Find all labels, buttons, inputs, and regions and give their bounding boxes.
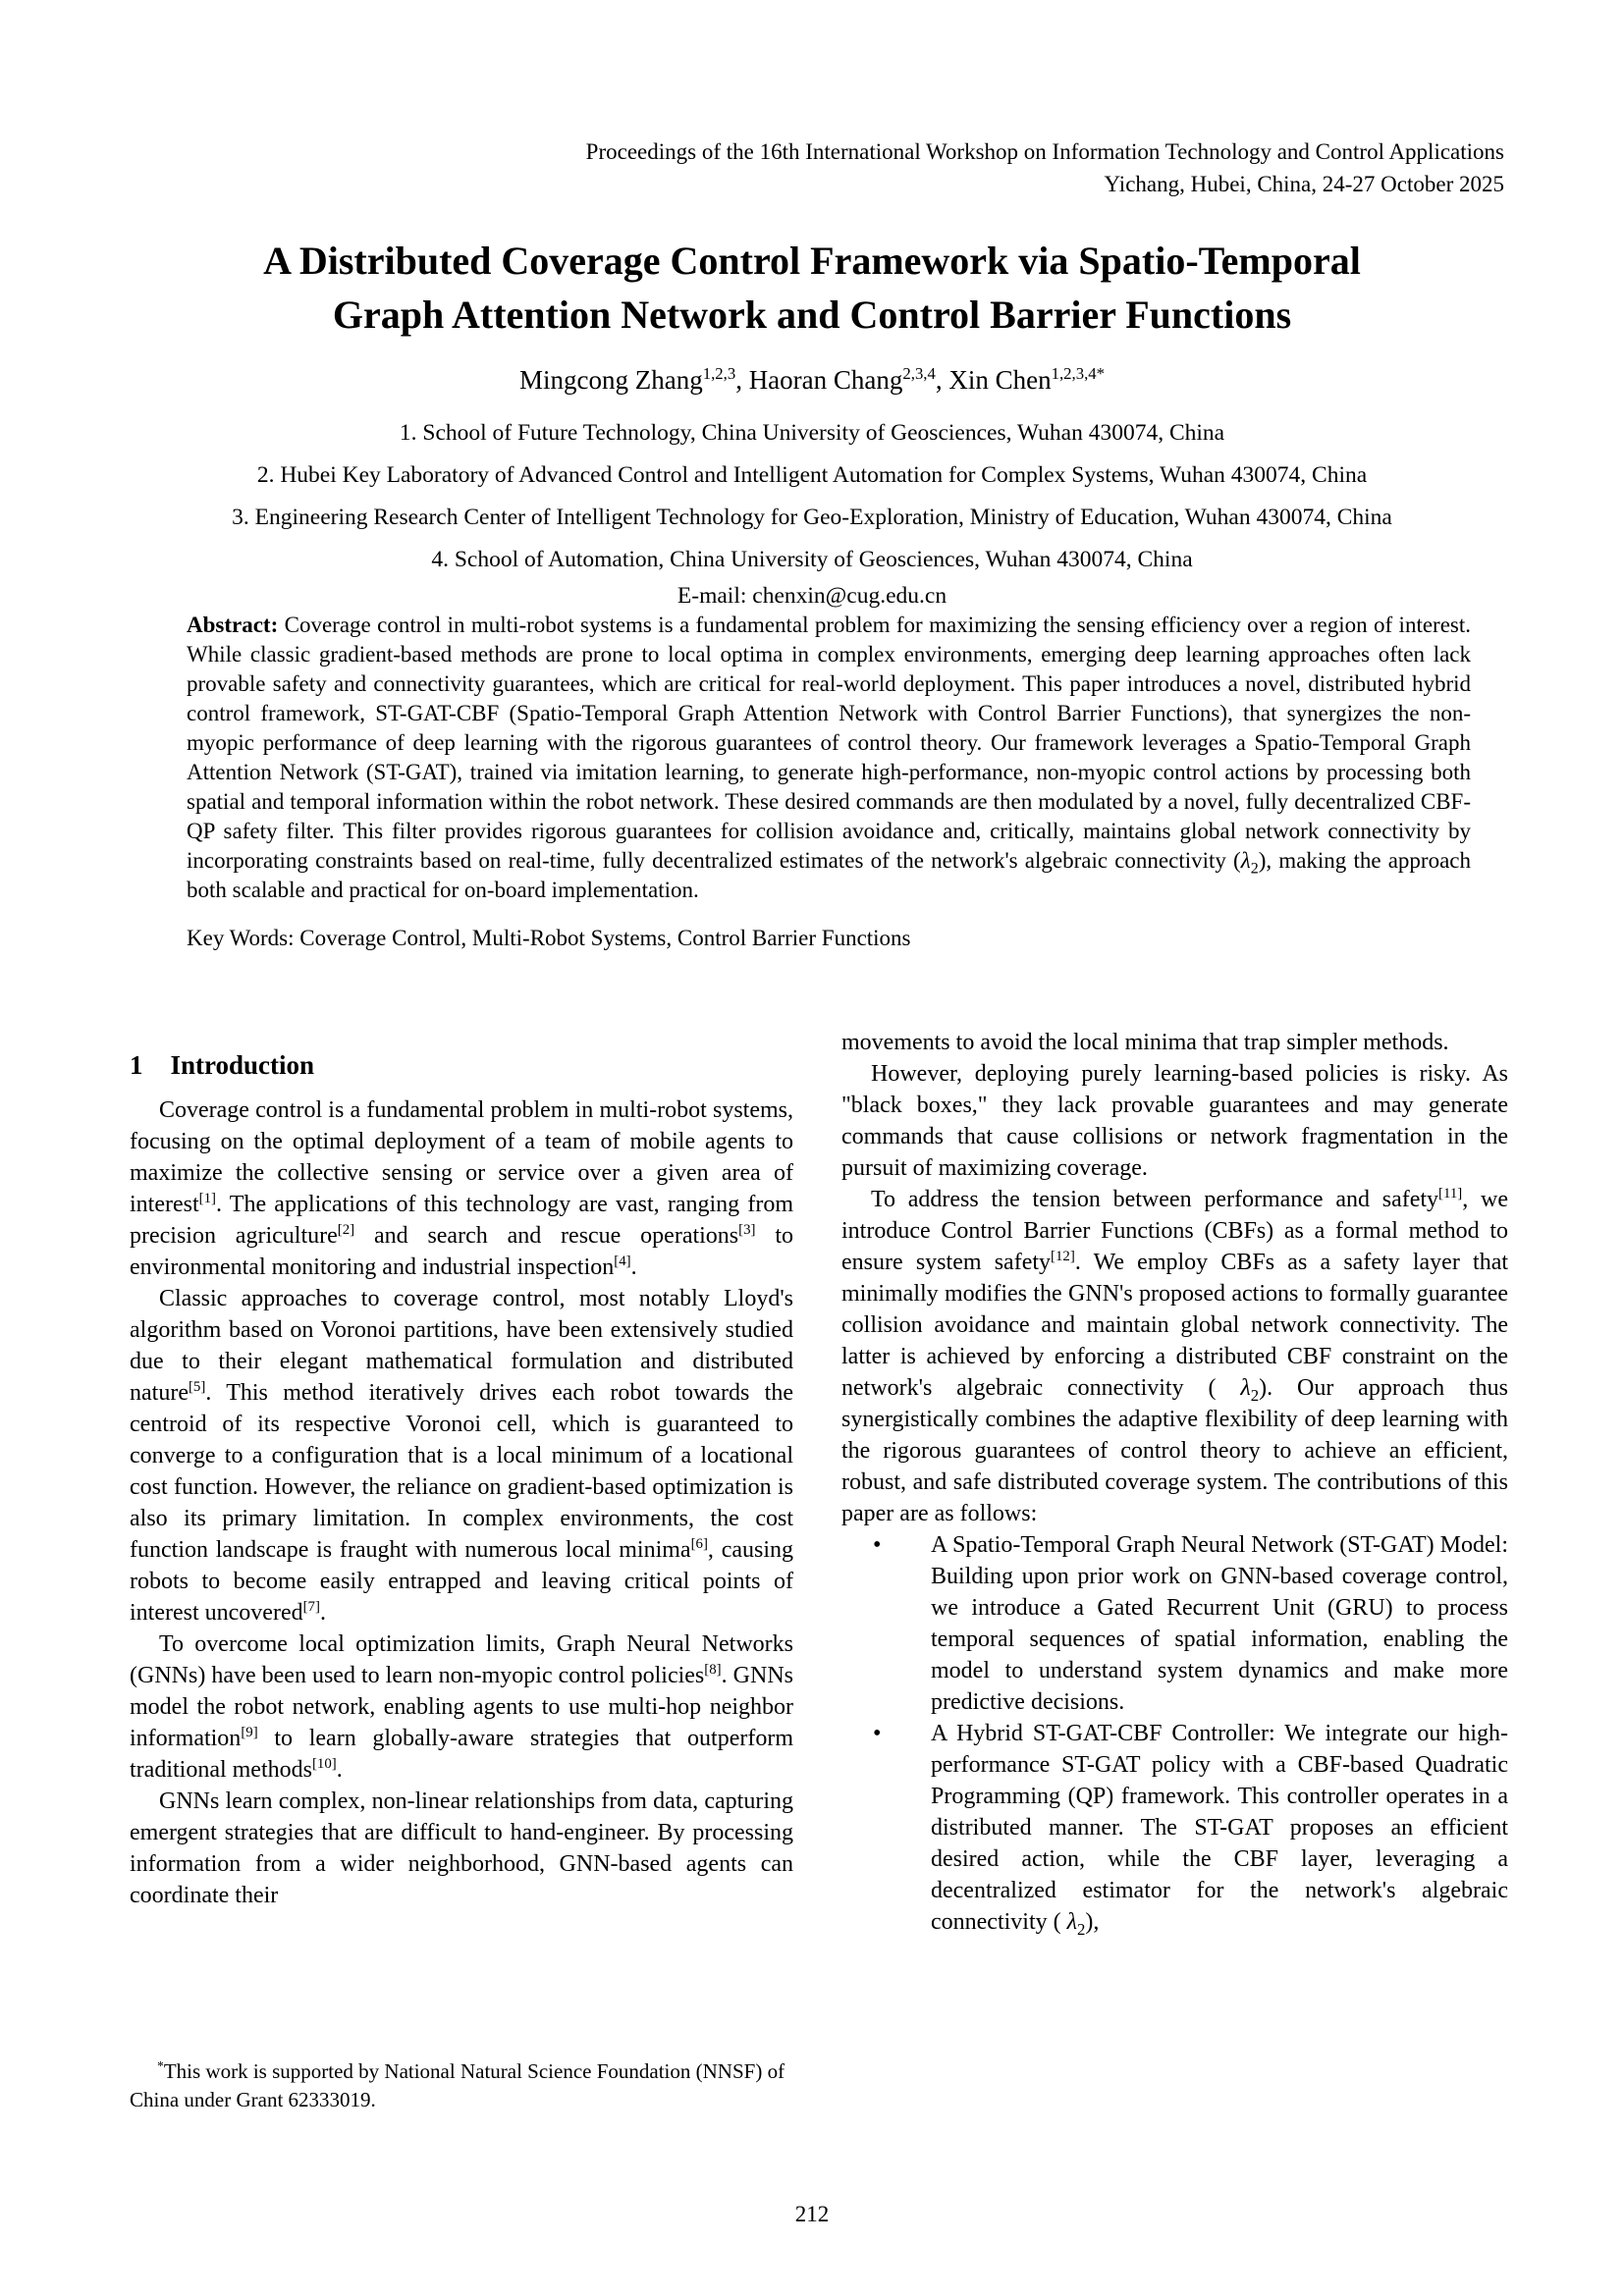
affiliation-3: 3. Engineering Research Center of Intelligent Technology for Geo-Exploration, Ministry of Education, Wuhan 430074, China <box>232 505 1392 530</box>
page-number: 212 <box>794 2202 830 2226</box>
intro-paragraph-3: To overcome local optimization limits, Graph Neural Networks (GNNs) have been used to learn non-myopic control policies[8]. GNNs model the robot network, enabling agents to use multi-hop neighbor information[9] to learn globally-aware strategies that outperform traditional methods[10]. <box>130 1631 793 1783</box>
contribution-bullet-2 <box>841 1718 1508 1938</box>
intro-paragraph-4: GNNs learn complex, non-linear relationships from data, capturing emergent strategies that are difficult to hand-engineer. By processing information from a wider neighborhood, GNN-based agents can coordinate their <box>130 1789 793 1908</box>
author-2-affil-sup: 2,3,4 <box>902 364 936 383</box>
author-list <box>0 365 1624 396</box>
body-columns <box>130 1027 1508 1938</box>
author-3-affil-sup: 1,2,3,4* <box>1051 364 1105 383</box>
footnote-marker: * <box>157 2058 164 2073</box>
author-1-name: Mingcong Zhang <box>518 365 703 395</box>
contribution-bullet-1-text: A Spatio-Temporal Graph Neural Network (ST-GAT) Model: Building upon prior work on GNN-based coverage control, we introduce a Gated Recurrent Unit (GRU) to process temporal sequences of spatial information, enabling the model to understand system dynamics and make more predictive decisions. <box>931 1532 1508 1715</box>
section-1-heading <box>130 1048 793 1083</box>
support-footnote <box>130 2057 809 2114</box>
affiliation-1: 1. School of Future Technology, China University of Geosciences, Wuhan 430074, China <box>399 420 1225 446</box>
intro-paragraph-1: Coverage control is a fundamental problem in multi-robot systems, focusing on the optimal deployment of a team of mobile agents to maximize the collective sensing or service over a given area of interest[1]. The applications of this technology are vast, ranging from precision agriculture[2] and search and rescue operations[3] to environmental monitoring and industrial inspection[4]. <box>130 1097 794 1280</box>
author-2-name: Haoran Chang <box>748 365 903 395</box>
left-column <box>130 1027 793 1938</box>
author-3-name: Xin Chen <box>948 365 1052 395</box>
proceedings-line-1: Proceedings of the 16th International Workshop on Information Technology and Control Applications <box>585 139 1504 164</box>
intro-paragraph-6: To address the tension between performance and safety[11], we introduce Control Barrier Functions (CBFs) as a formal method to ensure system safety[12]. We employ CBFs as a safety layer that minimally modifies the GNN's proposed actions to formally guarantee collision avoidance and maintain global network connectivity. The latter is achieved by enforcing a distributed CBF constraint on the network's algebraic connectivity ( $\lambda_2$). Our approach thus synergistically combines the adaptive flexibility of deep learning with the rigorous guarantees of control theory to achieve an efficient, robust, and safe distributed coverage system. The contributions of this paper are as follows: <box>841 1186 1509 1526</box>
section-1-title: Introduction <box>170 1050 315 1080</box>
keywords-line: Key Words: Coverage Control, Multi-Robot Systems, Control Barrier Functions <box>187 926 911 950</box>
affiliation-list <box>0 418 1624 611</box>
intro-paragraph-2: Classic approaches to coverage control, most notably Lloyd's algorithm based on Voronoi partitions, have been extensively studied due to their elegant mathematical formulation and distributed nature[5]. This method iteratively drives each robot towards the centroid of its respective Voronoi cell, which is guaranteed to converge to a configuration that is a local minimum of a locational cost function. However, the reliance on gradient-based optimization is also its primary limitation. In complex environments, the cost function landscape is fraught with numerous local minima[6], causing robots to become easily entrapped and leaving critical points of interest uncovered[7]. <box>130 1286 793 1626</box>
intro-paragraph-4-continued: movements to avoid the local minima that trap simpler methods. <box>841 1030 1449 1055</box>
bullet-icon: • <box>873 1532 882 1558</box>
abstract-text: Coverage control in multi-robot systems is a fundamental problem for maximizing the sensing efficiency over a region of interest. While classic gradient-based methods are prone to local optima in complex environments, emerging deep learning approaches often lack provable safety and connectivity guarantees, which are critical for real-world deployment. This paper introduces a novel, distributed hybrid control framework, ST-GAT-CBF (Spatio-Temporal Graph Attention Network with Control Barrier Functions), that synergizes the non-myopic performance of deep learning with the rigorous guarantees of control theory. Our framework leverages a Spatio-Temporal Graph Attention Network (ST-GAT), trained via imitation learning, to generate high-performance, non-myopic control actions by processing both spatial and temporal information within the robot network. These desired commands are then modulated by a novel, fully decentralized CBF-QP safety filter. This filter provides rigorous guarantees for collision avoidance and, critically, maintains global network connectivity by incorporating constraints based on real-time, fully decentralized estimates of the network's algebraic connectivity $(\lambda_2)$, making the approach both scalable and practical for on-board implementation. <box>187 613 1471 902</box>
affiliation-4: 4. School of Automation, China University of Geosciences, Wuhan 430074, China <box>431 547 1193 572</box>
contribution-bullet-2-text: A Hybrid ST-GAT-CBF Controller: We integrate our high-performance ST-GAT policy with a CBF-based Quadratic Programming (QP) framework. This controller operates in a distributed manner. The ST-GAT proposes an efficient desired action, while the CBF layer, leveraging a decentralized estimator for the network's algebraic connectivity ( $\lambda_2$), <box>931 1721 1508 1939</box>
contribution-bullet-1 <box>841 1529 1508 1718</box>
bullet-icon: • <box>873 1721 882 1746</box>
author-separator: , <box>735 365 749 395</box>
footnote-text: This work is supported by National Natural Science Foundation (NNSF) of China under Grant 62333019. <box>130 2059 785 2111</box>
affiliation-2: 2. Hubei Key Laboratory of Advanced Control and Intelligent Automation for Complex Systems, Wuhan 430074, China <box>256 462 1368 488</box>
proceedings-line-2: Yichang, Hubei, China, 24-27 October 2025 <box>1104 172 1504 196</box>
paper-title-line-2: Graph Attention Network and Control Barrier Functions <box>332 293 1292 337</box>
abstract-label: Abstract: <box>187 613 279 637</box>
proceedings-header <box>0 135 1504 200</box>
section-1-number: 1 <box>130 1050 143 1080</box>
abstract-block <box>187 611 1471 905</box>
author-separator: , <box>935 365 949 395</box>
right-column <box>841 1027 1508 1938</box>
intro-paragraph-5: However, deploying purely learning-based policies is risky. As "black boxes," they lack provable guarantees and may generate commands that cause collisions or network fragmentation in the pursuit of maximizing coverage. <box>841 1061 1508 1181</box>
contact-email: E-mail: chenxin@cug.edu.cn <box>677 583 947 609</box>
paper-title-line-1: A Distributed Coverage Control Framework via Spatio-Temporal <box>263 239 1361 283</box>
author-1-affil-sup: 1,2,3 <box>702 364 736 383</box>
paper-title <box>0 234 1624 342</box>
